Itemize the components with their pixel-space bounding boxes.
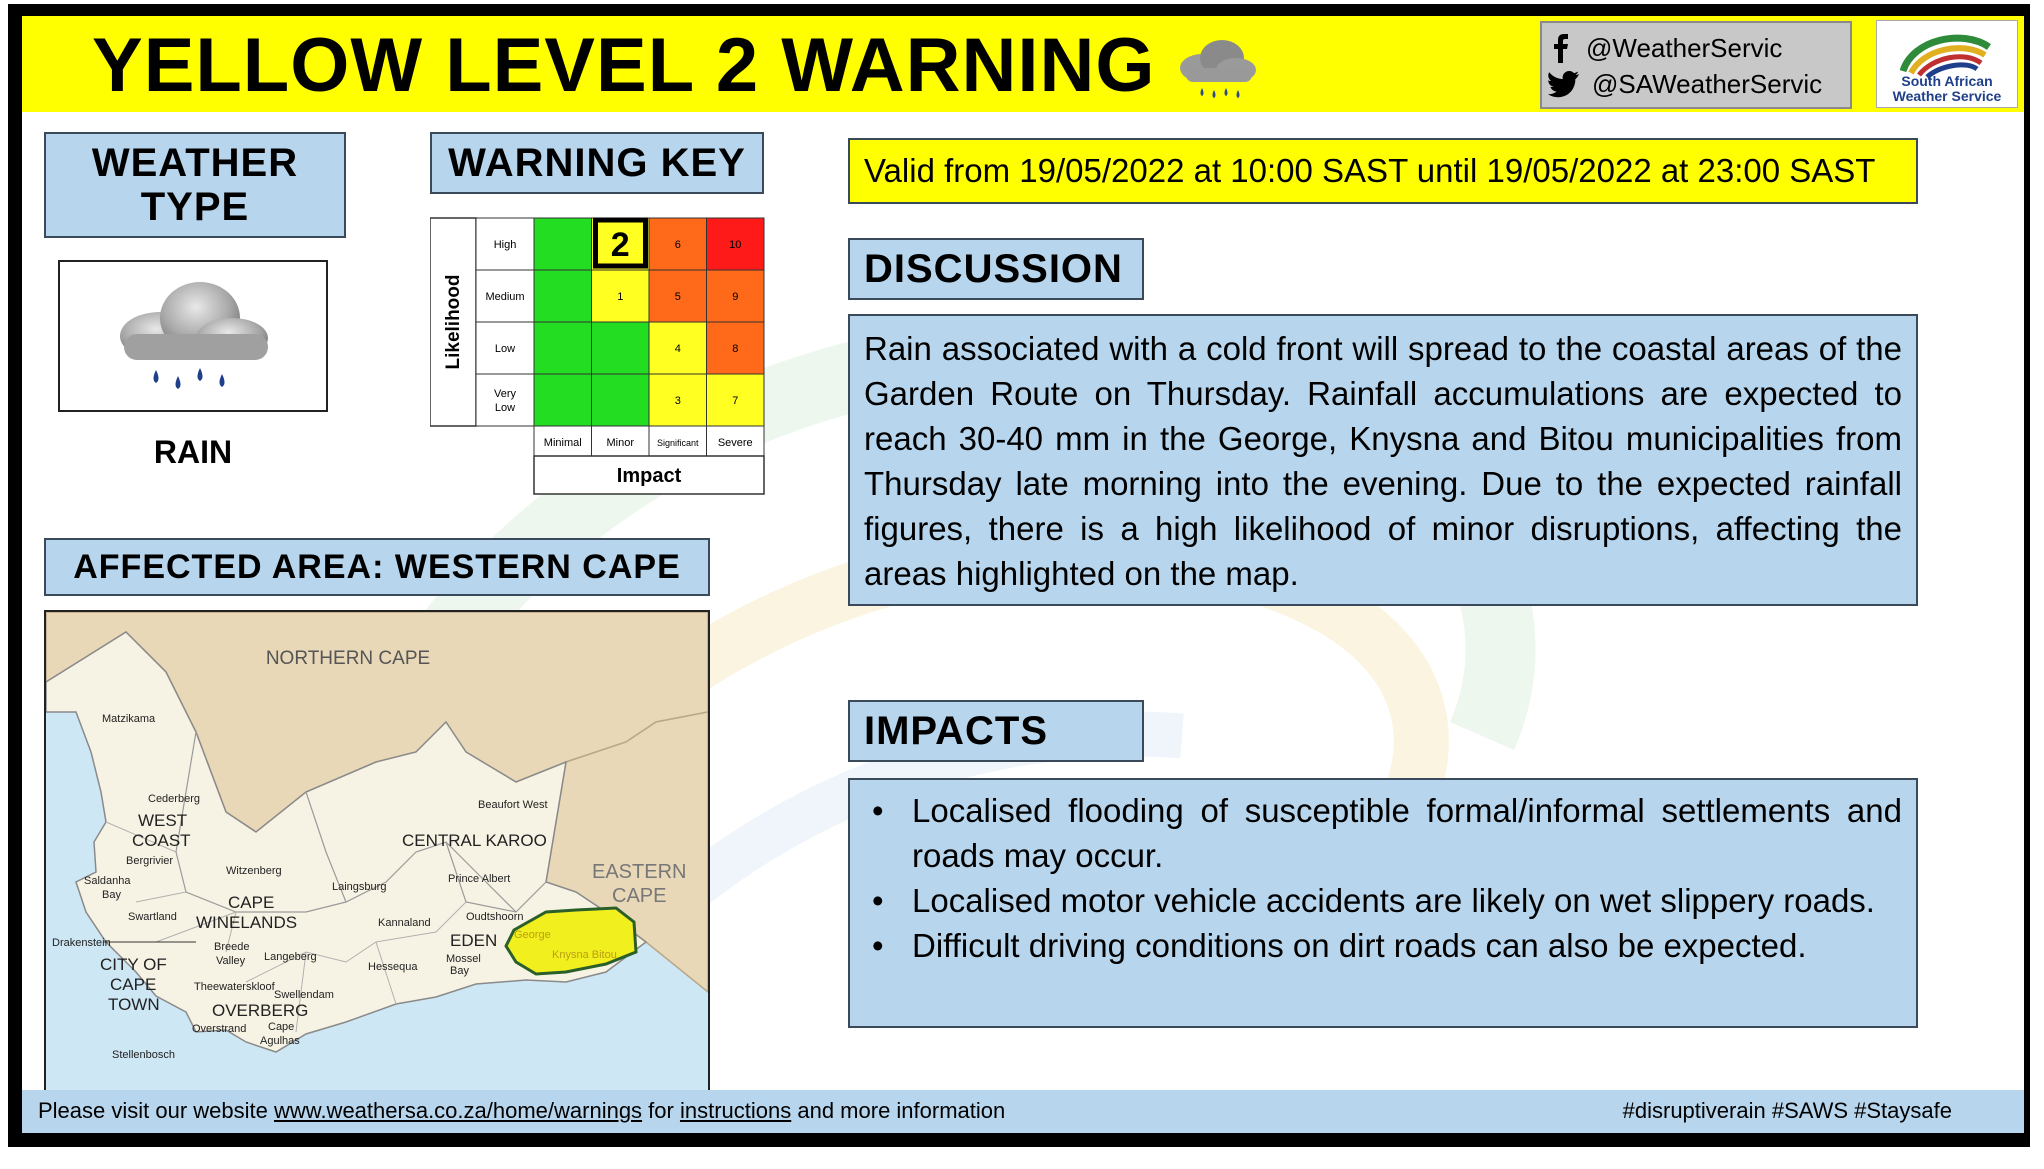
impact-label: Impact xyxy=(616,465,682,487)
map-label-beaufort-west: Beaufort West xyxy=(478,799,548,811)
facebook-icon xyxy=(1548,33,1574,63)
map-label-matzikama: Matzikama xyxy=(102,713,156,725)
map-label-knysna-bitou: Knysna Bitou xyxy=(552,949,617,961)
valid-period: Valid from 19/05/2022 at 10:00 SAST until 19/05/2022 at 23:00 SAST xyxy=(848,138,1918,204)
map-label-drakenstein: Drakenstein xyxy=(52,937,111,949)
map-label-kannaland: Kannaland xyxy=(378,917,431,929)
affected-area-heading: AFFECTED AREA: WESTERN CAPE xyxy=(44,538,710,596)
map-label-witzenberg: Witzenberg xyxy=(226,865,282,877)
map-label-winelands: WINELANDS xyxy=(196,913,298,932)
instructions-link[interactable]: instructions xyxy=(679,1098,792,1123)
twitter-icon xyxy=(1548,70,1580,98)
likelihood-row-label: High xyxy=(493,239,517,251)
warning-key-cell xyxy=(534,218,592,270)
warning-key-cell xyxy=(534,270,592,322)
footer-prefix: Please visit our website xyxy=(38,1098,274,1123)
map-label-city-of: CITY OF xyxy=(100,955,167,974)
likelihood-row-label: Low xyxy=(494,343,516,355)
twitter-row[interactable] xyxy=(1548,67,1822,101)
impact-column-label: Significant xyxy=(656,438,699,448)
map-label-cederberg: Cederberg xyxy=(148,793,200,805)
impact-column-label: Severe xyxy=(717,437,753,449)
impact-item: • Localised flooding of susceptible formal/informal settlements and roads may occur. xyxy=(864,788,1902,878)
weather-type-label: RAIN xyxy=(153,434,233,470)
discussion-text: Rain associated with a cold front will spread to the coastal areas of the Garden Route on Thursday. Rainfall accumulations are expected to reach 30-40 mm in the George, Knysna and Bitou municipalities from Thursday late morning into the evening. Due to the expected rainfall figures, there is a high likelihood of minor disruptions, affecting the areas highlighted on the map. xyxy=(848,314,1918,606)
warning-level-number: 6 xyxy=(674,239,681,251)
map-label-eastern: EASTERN xyxy=(592,861,687,883)
map-label-town: TOWN xyxy=(108,995,160,1014)
rain-cloud-icon xyxy=(1172,34,1262,102)
logo-text-line2: Weather Service xyxy=(1892,88,2002,104)
saws-logo xyxy=(1876,20,2018,108)
western-cape-map[interactable] xyxy=(44,610,710,1092)
warning-level-number: 10 xyxy=(729,239,742,251)
warning-level-number: 9 xyxy=(732,291,739,303)
social-handles xyxy=(1540,21,1852,109)
impacts-heading: IMPACTS xyxy=(848,700,1144,762)
header-bar xyxy=(22,16,2024,112)
warning-title: YELLOW LEVEL 2 WARNING xyxy=(92,23,1156,108)
likelihood-row-label: Low xyxy=(494,402,516,414)
map-label-prince-albert: Prince Albert xyxy=(448,873,511,885)
map-label-hessequa: Hessequa xyxy=(368,961,418,973)
footer-hashtags: #disruptiverain #SAWS #Staysafe xyxy=(1622,1098,1952,1123)
impacts-list xyxy=(848,778,1918,1028)
warning-level-number: 3 xyxy=(674,395,681,407)
weather-type-heading: WEATHER TYPE xyxy=(44,132,346,238)
highlighted-level-number: 2 xyxy=(610,226,630,264)
warning-key-heading: WARNING KEY xyxy=(430,132,764,194)
warning-level-number: 5 xyxy=(674,291,681,303)
impact-item: • Difficult driving conditions on dirt roads can also be expected. xyxy=(864,923,1902,968)
map-label-west: WEST xyxy=(138,811,188,830)
warning-key-cell xyxy=(534,322,592,374)
likelihood-row-label: Medium xyxy=(485,291,525,303)
twitter-handle[interactable]: @SAWeatherServic xyxy=(1592,68,1823,99)
facebook-row[interactable] xyxy=(1548,31,1782,65)
warning-key-cell xyxy=(592,322,650,374)
impact-column-label: Minimal xyxy=(543,437,582,449)
map-label-langeberg: Langeberg xyxy=(264,951,317,963)
facebook-handle[interactable]: @WeatherServic xyxy=(1586,32,1783,63)
warning-level-number: 7 xyxy=(732,395,739,407)
warning-level-number: 8 xyxy=(732,343,739,355)
map-label-cape-eastern: CAPE xyxy=(612,885,667,907)
map-label-valley: Valley xyxy=(216,955,246,967)
map-label-mossel: Mossel xyxy=(446,953,481,965)
map-label-swartland: Swartland xyxy=(128,911,177,923)
warning-level-number: 4 xyxy=(674,343,681,355)
likelihood-label: Likelihood xyxy=(443,274,464,370)
map-label-agulhas: Agulhas xyxy=(260,1035,300,1047)
map-label-cape-town-1: CAPE xyxy=(110,975,157,994)
discussion-heading: DISCUSSION xyxy=(848,238,1144,300)
likelihood-row-label: Very xyxy=(493,388,517,400)
map-label-saldanha: Saldanha xyxy=(84,875,131,887)
map-label-central-karoo: CENTRAL KAROO xyxy=(402,831,547,850)
likelihood-row-cell xyxy=(476,374,534,426)
map-label-mossel-bay: Bay xyxy=(450,965,469,977)
warning-level-number: 1 xyxy=(617,291,624,303)
map-label-bay: Bay xyxy=(102,889,121,901)
weather-type-image xyxy=(58,260,328,412)
map-label-northern-cape: NORTHERN CAPE xyxy=(265,648,431,669)
warning-key-cell xyxy=(592,374,650,426)
warning-frame xyxy=(8,4,2030,1147)
map-label-oudtshoorn: Oudtshoorn xyxy=(466,911,524,923)
map-label-theewaterskloof: Theewaterskloof xyxy=(194,981,275,993)
website-link[interactable]: www.weathersa.co.za/home/warnings xyxy=(274,1098,643,1123)
map-label-swellendam: Swellendam xyxy=(274,989,334,1001)
map-svg xyxy=(46,612,708,1090)
footer-bar xyxy=(22,1090,2024,1133)
footer-middle: for xyxy=(642,1098,680,1123)
map-label-stellenbosch: Stellenbosch xyxy=(112,1049,175,1061)
map-label-bergrivier: Bergrivier xyxy=(126,855,174,867)
footer-info xyxy=(38,1098,1005,1124)
map-label-overberg: OVERBERG xyxy=(212,1001,309,1020)
map-label-overstrand: Overstrand xyxy=(192,1023,247,1035)
impact-item: • Localised motor vehicle accidents are likely on wet slippery roads. xyxy=(864,878,1902,923)
map-label-eden: EDEN xyxy=(450,931,498,950)
footer-suffix: and more information xyxy=(791,1098,1006,1123)
map-label-cape-winelands-1: CAPE xyxy=(228,893,275,912)
warning-key-matrix xyxy=(430,216,766,498)
rain-cloud-icon xyxy=(60,262,326,410)
warning-panel xyxy=(22,16,2024,1133)
map-label-laingsburg: Laingsburg xyxy=(332,881,387,893)
map-label-coast: COAST xyxy=(132,831,191,850)
map-label-cape-agulhas-1: Cape xyxy=(268,1021,295,1033)
logo-text-line1: South African xyxy=(1901,73,1993,89)
map-label-george: George xyxy=(514,929,551,941)
map-label-breede: Breede xyxy=(214,941,250,953)
warning-key-cell xyxy=(534,374,592,426)
impact-column-label: Minor xyxy=(606,437,635,449)
